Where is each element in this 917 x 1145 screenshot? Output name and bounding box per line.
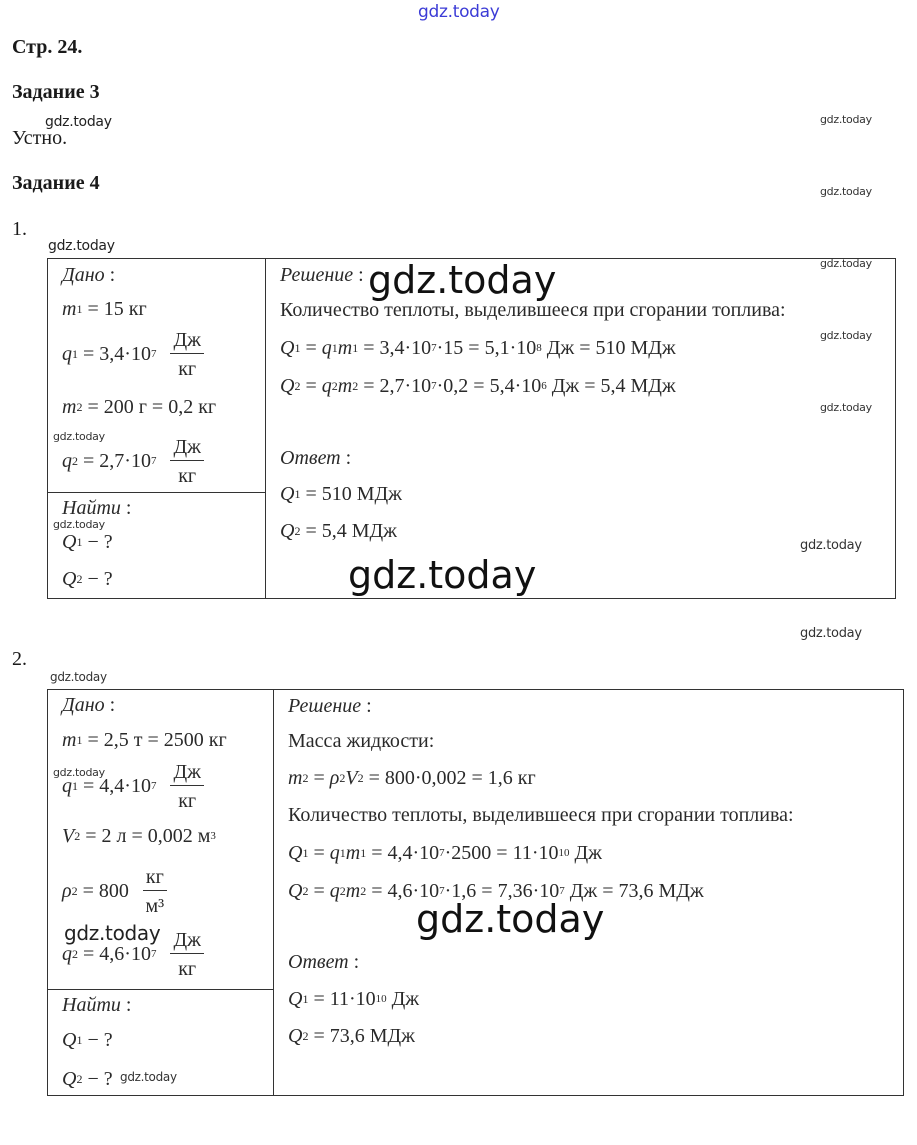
math-variable: ρ [329,766,340,789]
subscript: 2 [74,828,81,843]
text: = 5,4 МДж [300,519,397,542]
math-variable: m [62,395,77,418]
math-variable: Ответ [288,950,349,973]
watermark: gdz.today [53,430,105,443]
math-variable: q [62,942,72,965]
text: = 200 г = 0,2 кг [82,395,217,418]
math-variable: m [288,766,303,789]
formula-line [62,561,131,597]
superscript: 7 [431,342,437,354]
text: ·0,2 = 5,4·10 [436,374,542,397]
watermark: gdz.today [820,185,872,198]
text: = 2,7·10 [358,374,432,397]
solution-cell [288,690,794,1054]
text: = 2 л = 0,002 м [80,824,211,847]
text: Дж = 5,4 МДж [546,374,676,397]
watermark: gdz.today [820,257,872,270]
watermark: gdz.today [820,401,872,414]
watermark: gdz.today [48,238,115,254]
text: = 800·0,002 = 1,6 кг [363,766,536,789]
text: Масса жидкости: [288,729,435,752]
subscript: 2 [72,453,78,468]
formula-line [62,720,227,760]
math-variable: Q [280,336,295,359]
formula-line [62,381,216,433]
fraction-denominator: кг [178,789,197,812]
math-variable: ρ [62,879,72,902]
formula-line [288,722,794,760]
math-variable: q [62,342,72,365]
problem1-table [47,258,896,599]
text: : [120,993,132,1016]
fraction-numerator: Дж [170,929,203,954]
text: Дж = 510 МДж [541,336,676,359]
subscript: 1 [302,991,309,1006]
column-divider [273,690,274,1095]
superscript: 10 [375,993,387,1005]
watermark: gdz.today [45,114,112,130]
fraction-numerator: кг [143,866,167,891]
subscript: 2 [339,883,346,898]
formula-line [288,944,794,980]
text: = 800 [77,879,129,902]
watermark: gdz.today [50,670,107,684]
math-variable: Q [280,519,295,542]
text: : [104,263,116,286]
watermark: gdz.today [120,1070,177,1084]
watermark: gdz.today [64,921,161,945]
subscript: 2 [331,378,338,393]
subscript: 2 [302,883,309,898]
text: Количество теплоты, выделившееся при сгорании топлива: [288,803,794,826]
math-variable: q [329,879,340,902]
text: : [361,694,372,717]
subscript: 1 [294,340,301,355]
math-variable: q [62,449,72,472]
watermark: gdz.today [53,518,105,531]
math-variable: m [345,879,361,902]
subscript: 2 [294,523,301,538]
text: = 2,5 т = 2500 кг [82,728,227,751]
math-variable: q [321,336,332,359]
subscript: 2 [302,770,309,785]
formula-line [62,812,227,860]
text: Дж = 73,6 МДж [564,879,704,902]
text: − ? [82,1067,113,1090]
superscript: 8 [536,342,542,354]
math-variable: Q [288,1024,303,1047]
watermark: gdz.today [368,258,557,302]
formula-line [280,329,786,367]
formula-line [62,690,227,720]
text: ·2500 = 11·10 [444,841,559,864]
task3-text: Устно. [12,127,68,149]
superscript: 7 [150,455,157,467]
math-variable: Q [280,374,295,397]
formula-line [288,1018,794,1054]
unit-fraction [170,761,203,812]
text: : [104,693,116,716]
subscript: 2 [76,571,83,586]
subscript: 1 [76,732,83,747]
subscript: 2 [352,378,359,393]
text: Количество теплоты, выделившееся при сгорании топлива: [280,298,786,321]
formula-line [288,796,794,834]
subscript: 1 [76,534,83,549]
text: = 4,4·10 [78,774,151,797]
subscript: 2 [294,378,301,393]
superscript: 7 [150,348,157,360]
text: = 2,7·10 [78,449,151,472]
subscript: 1 [302,845,309,860]
math-variable: q [329,841,340,864]
text: = [308,841,330,864]
item-number-2: 2. [12,648,27,670]
formula-line [288,834,794,872]
math-variable: Q [288,879,303,902]
formula-line [280,441,786,475]
fraction-denominator: кг [178,357,197,380]
text: = 4,6·10 [78,942,151,965]
math-variable: Q [62,567,77,590]
text: = 3,4·10 [78,342,151,365]
formula-line [62,1020,131,1060]
unit-fraction [170,329,203,380]
math-variable: Q [62,1067,77,1090]
formula-line [62,327,216,381]
text: : [348,950,360,973]
watermark: gdz.today [820,329,872,342]
text: = 510 МДж [300,482,402,505]
item-number-1: 1. [12,218,27,240]
formula-line [62,291,216,327]
unit-fraction [170,436,203,487]
formula-line [288,690,794,722]
superscript: 3 [210,830,216,842]
formula-line [62,990,131,1020]
text: ·1,6 = 7,36·10 [444,879,560,902]
watermark: gdz.today [800,538,862,553]
text: Дж [386,987,420,1010]
text: = 73,6 МДж [308,1024,415,1047]
superscript: 10 [558,847,570,859]
math-variable: Дано [62,693,105,716]
text: = [300,336,322,359]
formula-line [280,405,786,441]
math-variable: m [62,728,77,751]
superscript: 6 [541,380,547,392]
math-variable: m [345,841,361,864]
math-variable: Решение [280,263,354,286]
watermark: gdz.today [348,553,537,597]
page-label: Стр. 24. [12,36,83,58]
problem2-table [47,689,904,1096]
fraction-denominator: кг [178,464,197,487]
math-variable: Найти [62,993,121,1016]
text: Дж [569,841,602,864]
formula-line [62,860,227,922]
solution-cell [280,259,786,549]
superscript: 7 [559,885,565,897]
formula-line [280,367,786,405]
superscript: 7 [439,847,445,859]
formula-line [62,259,216,291]
subscript: 2 [302,1028,309,1043]
subscript: 2 [357,770,364,785]
given-cell [62,259,216,489]
formula-line [280,513,786,549]
watermark: gdz.today [418,2,500,22]
math-variable: Q [288,987,303,1010]
text: : [353,263,364,286]
text: : [120,496,132,519]
fraction-denominator: кг [178,957,197,980]
text: = 3,4·10 [358,336,432,359]
watermark: gdz.today [416,897,605,941]
unit-fraction [143,866,167,917]
find-cell [62,493,131,597]
math-variable: Дано [62,263,105,286]
math-variable: q [62,774,72,797]
subscript: 1 [352,340,359,355]
text: − ? [82,1028,113,1051]
text: = 4,4·10 [366,841,440,864]
watermark: gdz.today [820,113,872,126]
text: = [300,374,322,397]
text: : [340,446,352,469]
superscript: 7 [439,885,445,897]
subscript: 1 [72,346,78,361]
math-variable: Найти [62,496,121,519]
unit-fraction [170,929,203,980]
superscript: 7 [150,780,157,792]
subscript: 1 [76,301,83,316]
fraction-denominator: м³ [145,894,165,917]
superscript: 7 [431,380,437,392]
math-variable: Q [288,841,303,864]
text: = [308,766,330,789]
watermark: gdz.today [53,766,105,779]
subscript: 2 [76,399,83,414]
watermark: gdz.today [800,626,862,641]
math-variable: q [321,374,332,397]
math-variable: Q [280,482,295,505]
math-variable: Q [62,1028,77,1051]
fraction-numerator: Дж [170,761,203,786]
subscript: 1 [360,845,367,860]
subscript: 1 [76,1032,83,1047]
text: − ? [82,567,113,590]
text: = [308,879,330,902]
subscript: 2 [360,883,367,898]
text: = 15 кг [82,297,147,320]
math-variable: m [337,374,353,397]
text: = 11·10 [308,987,376,1010]
column-divider [265,259,266,598]
math-variable: m [337,336,353,359]
fraction-numerator: Дж [170,329,203,354]
subscript: 1 [72,778,78,793]
text: − ? [82,530,113,553]
formula-line [288,760,794,796]
math-variable: Решение [288,694,362,717]
subscript: 2 [72,946,78,961]
formula-line [280,475,786,513]
math-variable: m [62,297,77,320]
subscript: 2 [339,770,346,785]
task4-title: Задание 4 [12,172,100,194]
math-variable: V [62,824,75,847]
subscript: 1 [294,486,301,501]
math-variable: Q [62,530,77,553]
math-variable: Ответ [280,446,341,469]
subscript: 2 [71,883,78,898]
subscript: 1 [339,845,346,860]
text: = 4,6·10 [366,879,440,902]
task3-title: Задание 3 [12,81,100,103]
superscript: 7 [150,948,157,960]
text: ·15 = 5,1·10 [436,336,537,359]
math-variable: V [345,766,358,789]
formula-line [288,980,794,1018]
subscript: 1 [331,340,338,355]
subscript: 2 [76,1071,83,1086]
fraction-numerator: Дж [170,436,203,461]
